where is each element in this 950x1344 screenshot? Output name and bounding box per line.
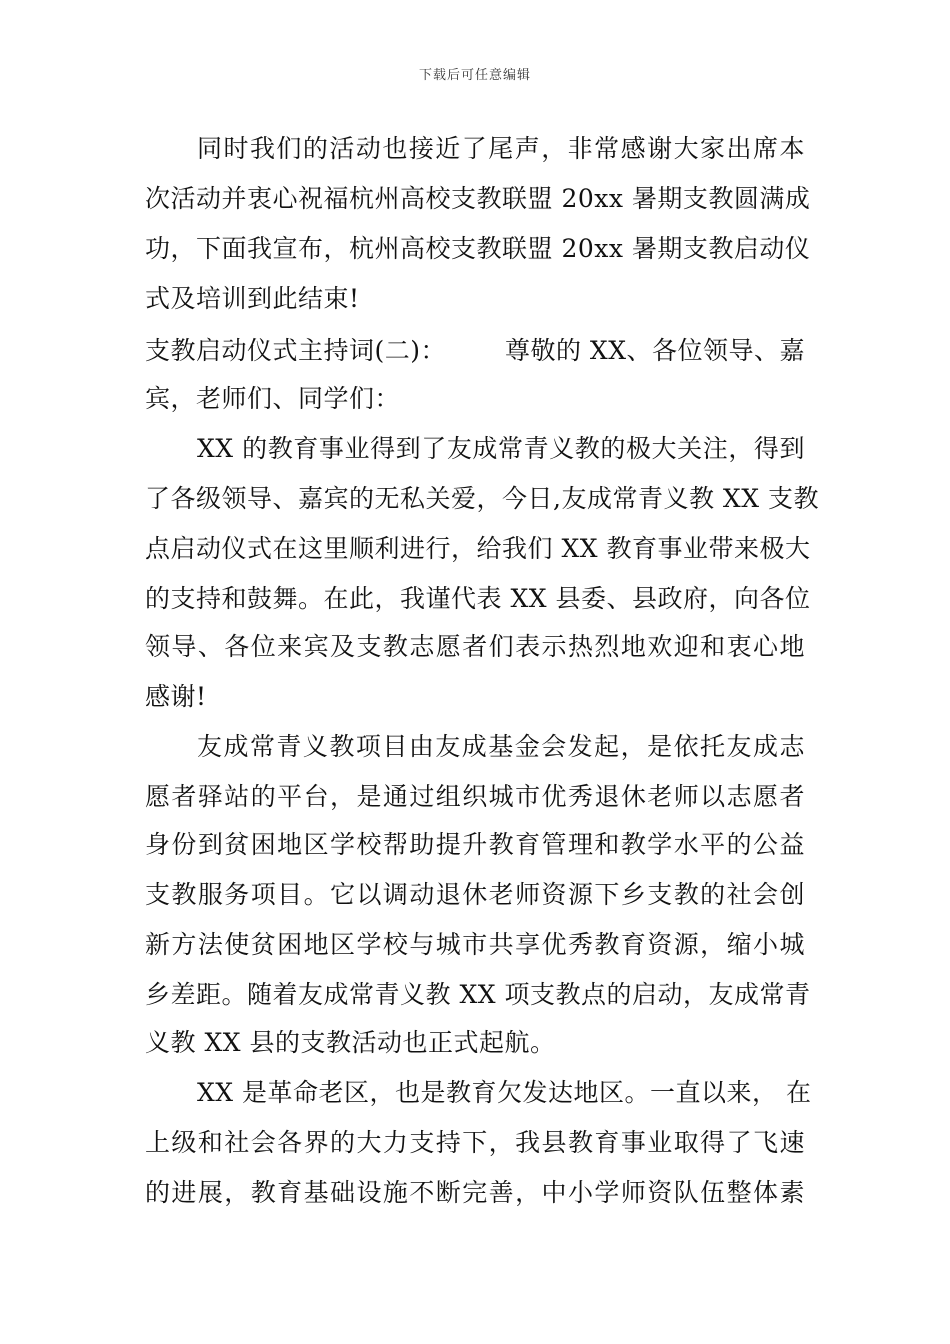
text-line: 同时我们的活动也接近了尾声，非常感谢大家出席本 [197,134,805,163]
section-heading-line [145,336,805,366]
text-line: 支教服务项目。它以调动退休老师资源下乡支教的社会创 [145,880,805,909]
text-line: 上级和社会各界的大力支持下，我县教育事业取得了飞速 [145,1128,805,1157]
text-line: 式及培训到此结束! [145,284,360,313]
text-line: 身份到贫困地区学校帮助提升教育管理和教学水平的公益 [145,830,805,859]
section-heading: 支教启动仪式主持词(二)： [145,336,447,365]
text-line: 领导、各位来宾及支教志愿者们表示热烈地欢迎和衷心地 [145,632,805,661]
text-line: 新方法使贫困地区学校与城市共享优秀教育资源，缩小城 [145,930,805,959]
text-line: XX 的教育事业得到了友成常青义教的极大关注，得到 [197,434,805,463]
page-header-note: 下载后可任意编辑 [418,68,531,83]
text-line: 乡差距。随着友成常青义教 XX 项支教点的启动，友成常青 [145,980,811,1009]
text-line: 感谢! [145,682,207,711]
salutation-start: 尊敬的 XX、各位领导、嘉 [504,336,805,365]
text-line: 的支持和鼓舞。在此，我谨代表 XX 县委、县政府，向各位 [145,584,811,613]
text-line: 功，下面我宣布，杭州高校支教联盟 20xx 暑期支教启动仪 [145,234,811,263]
text-line: 次活动并衷心祝福杭州高校支教联盟 20xx 暑期支教圆满成 [145,184,811,213]
text-line: 点启动仪式在这里顺利进行，给我们 XX 教育事业带来极大 [145,534,811,563]
text-line: 宾，老师们、同学们： [145,384,401,413]
text-line: 友成常青义教项目由友成基金会发起，是依托友成志 [197,732,805,761]
text-line: 义教 XX 县的支教活动也正式起航。 [145,1028,556,1057]
text-line: 的进展，教育基础设施不断完善，中小学师资队伍整体素 [145,1178,805,1207]
text-line: 了各级领导、嘉宾的无私关爱，今日,友成常青义教 XX 支教 [145,484,819,513]
text-line: XX 是革命老区，也是教育欠发达地区。一直以来， 在 [197,1078,812,1107]
text-line: 愿者驿站的平台，是通过组织城市优秀退休老师以志愿者 [145,782,805,811]
